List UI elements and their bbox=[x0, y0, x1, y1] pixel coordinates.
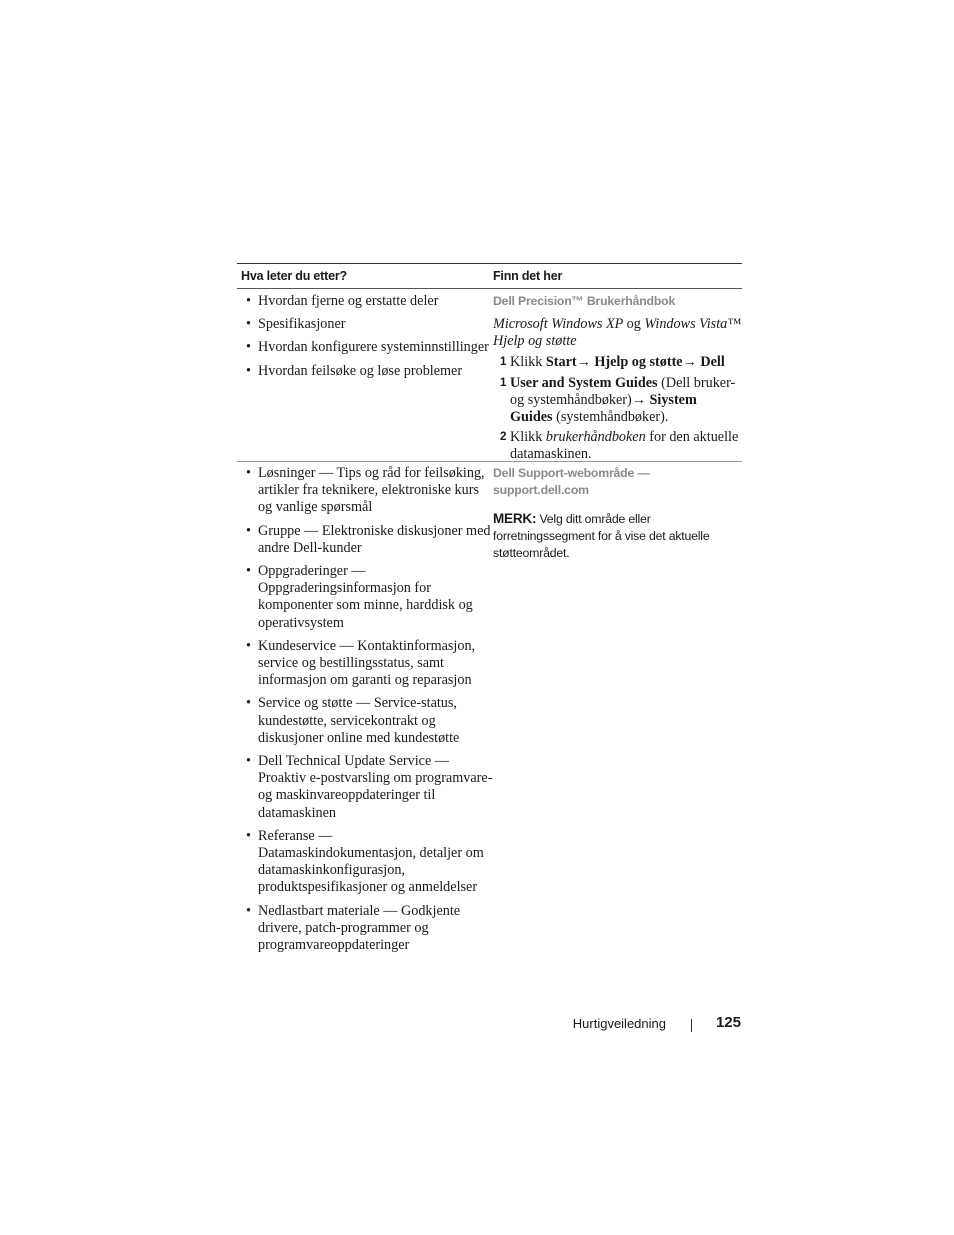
steps-list bbox=[493, 354, 742, 463]
step-number: 1 bbox=[500, 376, 507, 389]
note-block bbox=[493, 510, 742, 562]
table-row bbox=[237, 462, 742, 960]
menu-system-guides: Siystem Guides bbox=[510, 391, 697, 426]
os-og: og bbox=[626, 316, 641, 332]
list-item: • Gruppe — Elektroniske diskusjoner med andre Dell-kunder bbox=[241, 523, 493, 557]
support-site-link[interactable]: support.dell.com bbox=[493, 483, 589, 497]
step-item bbox=[493, 354, 742, 371]
os-tm: ™ bbox=[727, 316, 742, 332]
row2-bullet-list bbox=[241, 465, 493, 954]
arrow-glyph: → bbox=[576, 354, 595, 371]
page-number: 125 bbox=[715, 1014, 741, 1031]
step-item bbox=[493, 429, 742, 463]
menu-start: Start bbox=[545, 354, 577, 371]
list-item: • Dell Technical Update Service — Proaktiv e-postvarsling om programvare- og maskinvareoppdateringer til datamaskinen bbox=[241, 753, 493, 822]
step-item bbox=[493, 375, 742, 427]
page-footer bbox=[0, 1014, 954, 1036]
step-number: 1 bbox=[500, 356, 507, 369]
row1-bullet-list bbox=[241, 293, 493, 380]
step-text: (systemhåndbøker). bbox=[552, 409, 669, 426]
table-row bbox=[237, 289, 742, 461]
os-xp: Microsoft Windows XP bbox=[493, 316, 624, 332]
step-text: Klikk bbox=[510, 429, 546, 446]
step-text: for den aktuelle datamaskinen. bbox=[510, 429, 739, 463]
list-item: • Løsninger — Tips og råd for feilsøking, artikler fra teknikere, elektroniske kurs og vanlige spørsmål bbox=[241, 465, 493, 517]
list-item: • Hvordan fjerne og erstatte deler bbox=[241, 293, 493, 310]
support-site-title: Dell Support-webområde — bbox=[493, 466, 650, 480]
row1-resource bbox=[493, 293, 742, 461]
row2-resource bbox=[493, 465, 742, 960]
list-item: • Spesifikasjoner bbox=[241, 316, 493, 333]
os-vista: Windows Vista bbox=[644, 316, 728, 332]
step-text: Klikk bbox=[510, 354, 546, 371]
footer-separator bbox=[691, 1019, 692, 1032]
header-where: Finn det her bbox=[493, 269, 563, 283]
arrow-glyph: → bbox=[631, 391, 650, 408]
info-table bbox=[237, 263, 742, 960]
row2-topics bbox=[237, 465, 493, 960]
footer-label: Hurtigveiledning bbox=[572, 1016, 666, 1031]
step-number: 2 bbox=[500, 431, 507, 444]
list-item: • Nedlastbart materiale — Godkjente drivere, patch-programmer og programvareoppdateringer bbox=[241, 903, 493, 955]
menu-help: Hjelp og støtte bbox=[594, 354, 683, 371]
step-emphasis: brukerhåndboken bbox=[545, 429, 646, 446]
note-text: Velg ditt område eller forretningssegment for å vise det aktuelle støtteområdet. bbox=[493, 512, 710, 560]
os-help: Hjelp og støtte bbox=[493, 333, 577, 350]
list-item: • Hvordan konfigurere systeminnstillinger bbox=[241, 339, 493, 356]
menu-guides: User and System Guides bbox=[510, 374, 658, 391]
list-item: • Service og støtte — Service-status, kundestøtte, servicekontrakt og diskusjoner online med kundestøtte bbox=[241, 695, 493, 747]
header-what: Hva leter du etter? bbox=[241, 269, 347, 283]
row1-topics bbox=[237, 293, 493, 461]
table-header bbox=[237, 264, 742, 288]
list-item: • Oppgraderinger — Oppgraderingsinformasjon for komponenter som minne, harddisk og operativsystem bbox=[241, 563, 493, 632]
list-item: • Referanse — Datamaskindokumentasjon, detaljer om datamaskinkonfigurasjon, produktspesifikasjoner og anmeldelser bbox=[241, 828, 493, 897]
os-line bbox=[493, 316, 742, 350]
note-label: MERK: bbox=[493, 511, 537, 526]
step-text: (Dell bruker- og systemhåndbøker) bbox=[510, 374, 736, 408]
list-item: • Hvordan feilsøke og løse problemer bbox=[241, 363, 493, 380]
arrow-glyph: → bbox=[682, 354, 701, 371]
menu-dell: Dell bbox=[700, 354, 725, 371]
resource-title: Dell Precision™ Brukerhåndbok bbox=[493, 294, 676, 308]
list-item: • Kundeservice — Kontaktinformasjon, service og bestillingsstatus, samt informasjon om garanti og reparasjon bbox=[241, 638, 493, 690]
